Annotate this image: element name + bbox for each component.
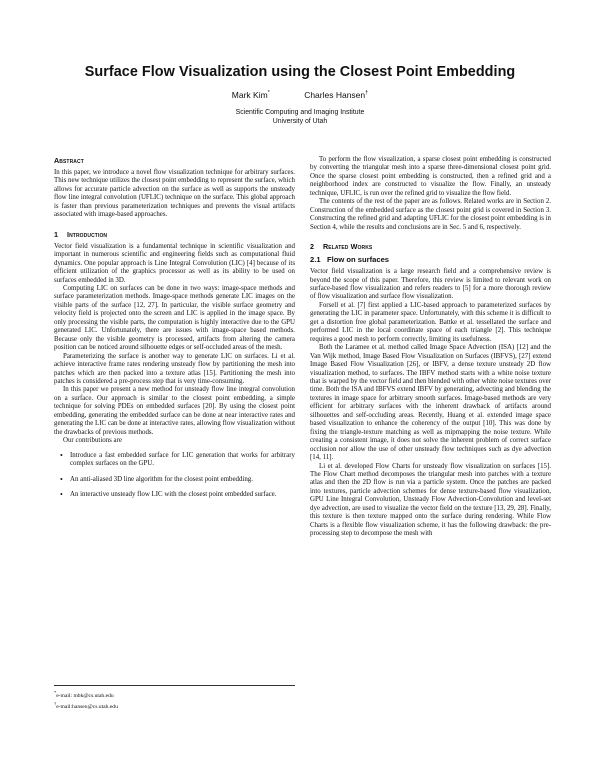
intro-paragraph: Our contributions are: [63, 437, 122, 445]
intro-continued-paragraph: The contents of the rest of the paper are as follows. Related works are in Section 2. Construction of the embedded surface as the closest point grid is covered in Section 3. Constructing the refined grid and adapting UFLIC for the closest point embedding is in Section 4, while the results and conclusions are in Sec. 5 and 6, respectively.: [310, 198, 551, 231]
related-works-paragraph: Vector field visualization is a large research field and a comprehensive review is beyond the scope of this paper. Therefore, this review is limited to relevant work on surface-based flow visualization and refers readers to [5] for a more thorough review of flow visualization and surface flow visualization.: [310, 268, 551, 301]
section-number: 1: [54, 229, 59, 239]
intro-paragraph: Vector field visualization is a fundamental technique in scientific visualization and important in numerous scientific and engineering fields such as computational fluid dynamics. One popular approach is Line Integral Convolution (LIC) [4] because of its efficient utilization of the graphics processor as well as its ability to be used on surfaces embedded in 3D.: [54, 242, 295, 284]
contribution-list: [54, 452, 295, 500]
section-number: 2: [310, 242, 315, 252]
contribution-item: • An interactive unsteady flow LIC with the closest point embedded surface.: [70, 491, 295, 499]
footnote-mark: *: [54, 690, 57, 695]
author-kim: [232, 90, 270, 100]
footnote-text: e-mail: mbk@cs.utah.edu: [56, 692, 114, 699]
subsection-title: Flow on surfaces: [327, 255, 390, 265]
right-column: [310, 156, 551, 539]
intro-continued-paragraph: To perform the flow visualization, a sparse closest point embedding is constructed by converting the triangular mesh into a sparse three-dimensional closest point grid. Once the sparse closest point embedding is constructed, then a refined grid and a neighborhood index are constructed to visualize the flow. Finally, an unsteady technique, UFLIC, is run over the refined grid to visualize the flow field.: [310, 156, 551, 197]
section-heading-introduction: [54, 230, 295, 239]
author-list: [0, 90, 600, 100]
intro-paragraph: Computing LIC on surfaces can be done in two ways: image-space methods and surface parameterization methods. Image-space methods generate LIC images on the visible parts of the surface [12, 27]. In particular, the visible surface geometry and velocity field is projected onto the screen and LIC is applied in the image space. By only processing the visible parts, the computation is highly interactive due to the GPU generated LIC. Unfortunately, there are issues with image-space based methods. Because only the visible geometry is processed, artifacts from altering the camera position can be noticed around silhouette edges or self-occluded areas of the mesh.: [54, 284, 295, 352]
left-column: [54, 156, 295, 506]
author-hansen: [304, 90, 368, 100]
footnote-email-kim: [54, 689, 295, 700]
affiliation: [0, 109, 600, 126]
footnote-email-hansen: [54, 700, 295, 711]
author-name: Charles Hansen: [304, 90, 366, 100]
author-footnote-mark: *: [267, 90, 270, 97]
contribution-item: • Introduce a fast embedded surface for LIC generation that works for arbitrary complex surfaces on the GPU.: [70, 452, 295, 469]
contribution-item: • An anti-aliased 3D line algorithm for the closest point embedding.: [70, 476, 295, 484]
author-footnote-mark: †: [365, 90, 369, 97]
paper-title: Surface Flow Visualization using the Closest Point Embedding: [84, 64, 516, 80]
author-name: Mark Kim: [231, 90, 268, 100]
intro-paragraph: Parameterizing the surface is another way to generate LIC on surfaces. Li et al. achieve interactive frame rates rendering unsteady flow by partitioning the mesh into patches which are then packed into a texture atlas [15]. Partitioning the mesh into patches is considered a pre-process step that is very time-consuming.: [54, 352, 295, 385]
abstract-heading: Abstract: [54, 156, 84, 165]
related-works-paragraph: Forsell et al. [7] first applied a LIC-based approach to parameterized surfaces by generating the LIC in parameter space. Unfortunately, with this scheme it is difficult to get a distortion free global parameterization. Battke et al. tessellated the surface and performed LIC in the local coordinate space of each triangle [2]. This technique requires a good mesh to perform correctly, limiting its usefulness.: [310, 301, 551, 343]
intro-paragraph: In this paper we present a new method for unsteady flow line integral convolution on a surface. Our approach is similar to the closest point embedding, a simple technique for solving PDEs on embedded surfaces [20]. By using the closest point embedding, generating the embedded surface can be done at near interactive rates and generating the LIC can be done at interactive rates, allowing flow visualization without the drawbacks of previous methods.: [54, 386, 295, 436]
footnotes: [54, 685, 295, 711]
section-title: Introduction: [67, 229, 108, 239]
subsection-heading-flow-on-surfaces: [310, 255, 551, 264]
section-heading-related-works: [310, 242, 551, 251]
related-works-paragraph: Li et al. developed Flow Charts for unsteady flow visualization on surfaces [15]. The Flow Chart method decomposes the triangular mesh into patches with a texture atlas and then the 2D flow is run via a particle system. Once the patches are packed into textures, particle advection schemes for dense texture-based flow visualization, GPU Line Integral Convolution, Unsteady Flow Advection-Convolution and level-set dye advection, are used to visualize the vector field on the texture [13, 29, 28]. Finally, this texture is then texture mapped onto the surface during rendering. While Flow Charts is a flexible flow visualization scheme, it has the following drawback: the pre-processing step to decompose the mesh with: [310, 462, 551, 538]
footnote-mark: †: [54, 701, 57, 707]
subsection-number: 2.1: [310, 255, 321, 265]
affiliation-university: University of Utah: [272, 117, 328, 125]
section-title: Related Works: [323, 242, 373, 252]
affiliation-institute: Scientific Computing and Imaging Institute: [235, 109, 365, 116]
footnote-text: e-mail:hansen@cs.utah.edu: [56, 703, 118, 710]
related-works-paragraph: Both the Laramee et al. method called Image Space Advection (ISA) [12] and the Van Wijk method, Image Based Flow Visualization on Surfaces (IBFVS), [27] extend Image Based Flow Visualization [26], or IBFV, a dense texture unsteady 2D flow visualization method, to surfaces. The IBFV method starts with a white noise texture that is warped by the vector field and then blended with other white noise textures over time. Both the ISA and IBFVS extend IBFV by generating, advecting and blending the textures in image space for arbitrary smooth surfaces. Image-based methods are very efficient for arbitrary surfaces with the inherent drawback of artifacts around silhouettes and self-occluding areas. Recently, Huang et al. extended image space based visualization to enhance the coherency of the output [10]. This was done by fixing the triangle-texture matching as well as mipmapping the noise texture. While creating a consistent image, it does not solve the inherent problem of correct surface occlusion nor allow the use of other unsteady flow techniques such as dye advection [14, 11].: [310, 344, 551, 462]
abstract-text: In this paper, we introduce a novel flow visualization technique for arbitrary surfaces. This new technique utilizes the closest point embedding to represent the surface, which allows for accurate particle advection on the surface as well as supports the unsteady flow line integral convolution (UFLIC) technique on the surface. This global approach is faster than previous parameterization techniques and prevents the visual artifacts associated with image-based approaches.: [54, 169, 295, 219]
